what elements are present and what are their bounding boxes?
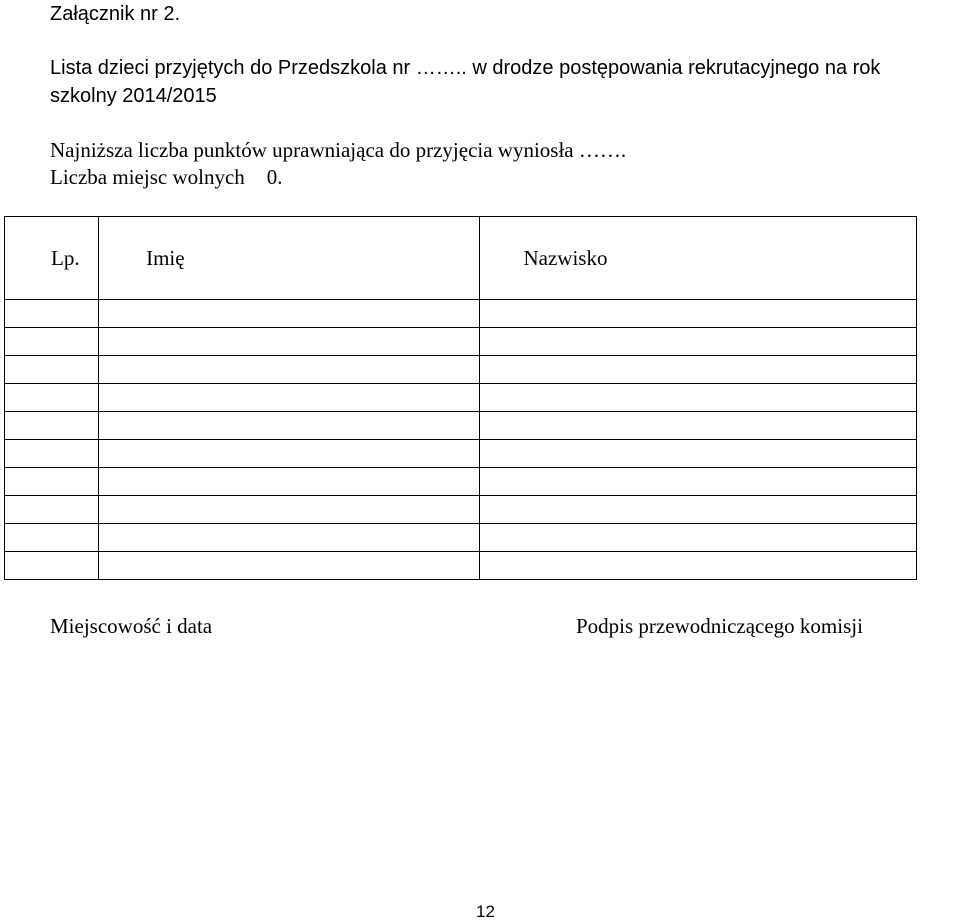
table-row [5,412,917,440]
table-cell-nazwisko[interactable] [479,468,917,496]
column-header-nazwisko: Nazwisko [479,217,917,300]
table-cell-imie[interactable] [99,524,479,552]
table-cell-lp[interactable] [5,328,99,356]
table-cell-lp[interactable] [5,412,99,440]
table-cell-imie[interactable] [99,300,479,328]
table-row [5,468,917,496]
signature-label: Podpis przewodniczącego komisji [576,614,863,638]
table-cell-lp[interactable] [5,300,99,328]
place-date-label: Miejscowość i data [50,614,213,638]
table-cell-imie[interactable] [99,412,479,440]
table-cell-imie[interactable] [99,496,479,524]
free-places-label: Liczba miejsc wolnych [50,165,245,189]
table-cell-nazwisko[interactable] [479,356,917,384]
table-cell-nazwisko[interactable] [479,440,917,468]
table-row [5,356,917,384]
children-table [4,216,917,580]
table-row [5,440,917,468]
table-cell-lp[interactable] [5,468,99,496]
table-cell-imie[interactable] [99,356,479,384]
table-row [5,524,917,552]
table-cell-lp[interactable] [5,356,99,384]
column-header-imie: Imię [99,217,479,300]
min-points-text: Najniższa liczba punktów uprawniająca do przyjęcia wyniosła ……. [50,138,627,162]
table-cell-nazwisko[interactable] [479,328,917,356]
table-row [5,552,917,580]
free-places-value: 0. [266,165,283,189]
table-cell-nazwisko[interactable] [479,552,917,580]
table-cell-nazwisko[interactable] [479,496,917,524]
attachment-label: Załącznik nr 2. [50,3,181,25]
column-header-lp: Lp. [5,217,99,300]
table-cell-lp[interactable] [5,496,99,524]
table-cell-lp[interactable] [5,384,99,412]
table-row [5,328,917,356]
table-row [5,496,917,524]
table-row [5,300,917,328]
table-cell-imie[interactable] [99,468,479,496]
list-title: Lista dzieci przyjętych do Przedszkola nr …….. w drodze postępowania rekrutacyjnego na rok [50,57,881,79]
table-header-row [5,217,917,300]
table-cell-nazwisko[interactable] [479,300,917,328]
table-cell-nazwisko[interactable] [479,524,917,552]
free-places-text [50,165,283,189]
table-cell-nazwisko[interactable] [479,384,917,412]
table-cell-imie[interactable] [99,552,479,580]
table-cell-nazwisko[interactable] [479,412,917,440]
table-cell-lp[interactable] [5,524,99,552]
table-cell-imie[interactable] [99,440,479,468]
table-cell-imie[interactable] [99,328,479,356]
school-year: szkolny 2014/2015 [50,85,217,107]
table-cell-lp[interactable] [5,552,99,580]
table-cell-lp[interactable] [5,440,99,468]
page-number: 12 [476,902,495,921]
table-cell-imie[interactable] [99,384,479,412]
table-row [5,384,917,412]
